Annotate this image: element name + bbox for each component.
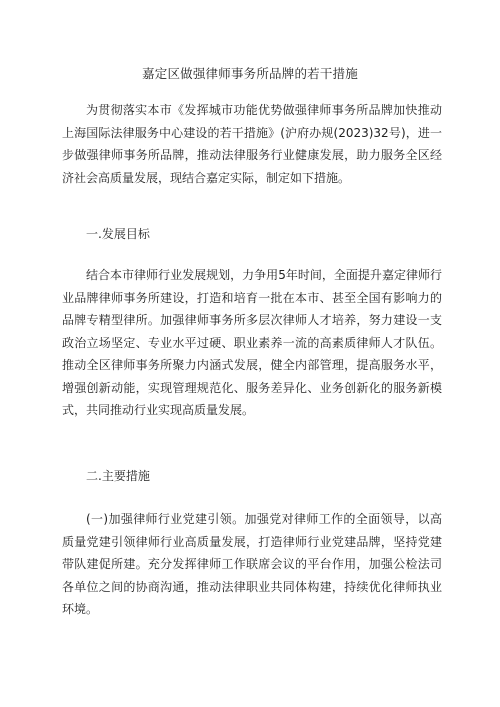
goals-paragraph: 结合本市律师行业发展规划，力争用5年时间，全面提升嘉定律师行业品牌律师事务所建设，打造和培育一批在本市、甚至全国有影响力的品牌专精型律所。加强律师事务所多层次律师人才培养，努力建设一支政治立场坚定、专业水平过硬、职业素养一流的高素质律师人才队伍。推动全区律师事务所聚力内涵式发展，健全内部管理，提高服务水平，增强创新动能，实现管理规范化、服务差异化、业务创新化的服务新模式，共同推动行业实现高质量发展。 [62, 268, 442, 417]
measure-item-1-paragraph: (一)加强律师行业党建引领。加强党对律师工作的全面领导，以高质量党建引领律师行业高质量发展，打造律师行业党建品牌，坚持党建带队建促所建。充分发挥律师工作联席会议的平台作用，加强公检法司各单位之间的协商沟通，推动法律职业共同体构建，持续优化律师执业环境。 [62, 512, 442, 616]
intro-paragraph: 为贯彻落实本市《发挥城市功能优势做强律师事务所品牌加快推动上海国际法律服务中心建设的若干措施》(沪府办规(2023)32号)，进一步做强律师事务所品牌，推动法律服务行业健康发展，助力服务全区经济社会高质量发展，现结合嘉定实际，制定如下措施。 [62, 103, 442, 185]
section-heading-measures: 二.主要措施 [86, 469, 150, 483]
section-heading-goals: 一.发展目标 [86, 227, 150, 241]
document-title: 嘉定区做强律师事务所品牌的若干措施 [142, 66, 358, 81]
